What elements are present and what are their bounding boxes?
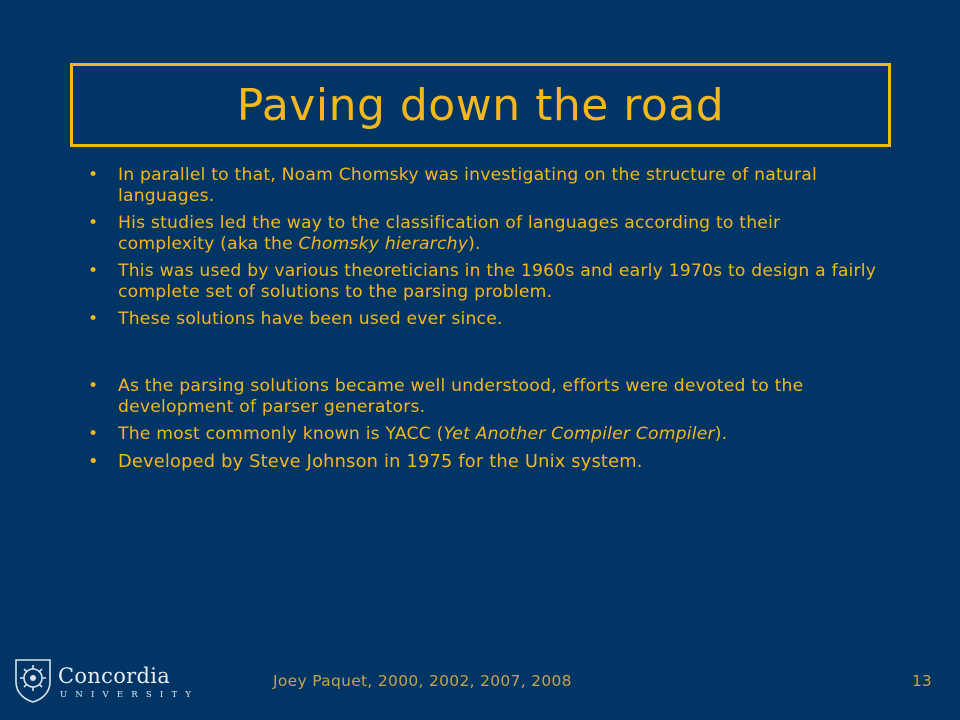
bullet-dot: • <box>88 165 99 185</box>
bullet-text: His studies led the way to the classification of languages according to their complexity (aka the <box>118 213 781 254</box>
slide-title-box <box>70 63 891 147</box>
bullet-list <box>88 165 878 478</box>
bullet-dot: • <box>88 309 99 329</box>
slide-title: Paving down the road <box>236 79 725 131</box>
bullet-text: These solutions have been used ever since. <box>118 309 503 329</box>
page-number: 13 <box>912 672 932 690</box>
bullet-dot: • <box>88 424 99 444</box>
bullet-text: This was used by various theoreticians in the 1960s and early 1970s to design a fairly complete set of solutions to the parsing problem. <box>118 261 877 302</box>
bullet-text-end: ). <box>714 424 728 444</box>
bullet-text: Developed by Steve Johnson in 1975 for the Unix system. <box>118 451 643 472</box>
logo-subtitle: UNIVERSITY <box>60 690 200 700</box>
bullet-dot: • <box>88 376 99 396</box>
bullet-item <box>88 213 878 255</box>
bullet-item <box>88 165 878 207</box>
bullet-item <box>88 451 878 472</box>
bullet-text-end: ). <box>468 234 481 254</box>
bullet-text: The most commonly known is YACC ( <box>118 424 444 444</box>
bullet-text: In parallel to that, Noam Chomsky was investigating on the structure of natural languages. <box>118 165 817 206</box>
bullet-dot: • <box>88 213 99 233</box>
bullet-text: As the parsing solutions became well understood, efforts were devoted to the development of parser generators. <box>118 376 804 417</box>
bullet-item <box>88 376 878 418</box>
bullet-item <box>88 424 878 445</box>
logo-wordmark: Concordia <box>58 664 171 688</box>
bullet-dot: • <box>88 451 99 472</box>
bullet-emphasis: Yet Another Compiler Compiler <box>443 424 715 444</box>
footer-author: Joey Paquet, 2000, 2002, 2007, 2008 <box>273 672 572 690</box>
bullet-item <box>88 261 878 303</box>
bullet-emphasis: Chomsky hierarchy <box>298 234 469 254</box>
bullet-item <box>88 309 878 330</box>
bullet-dot: • <box>88 261 99 281</box>
